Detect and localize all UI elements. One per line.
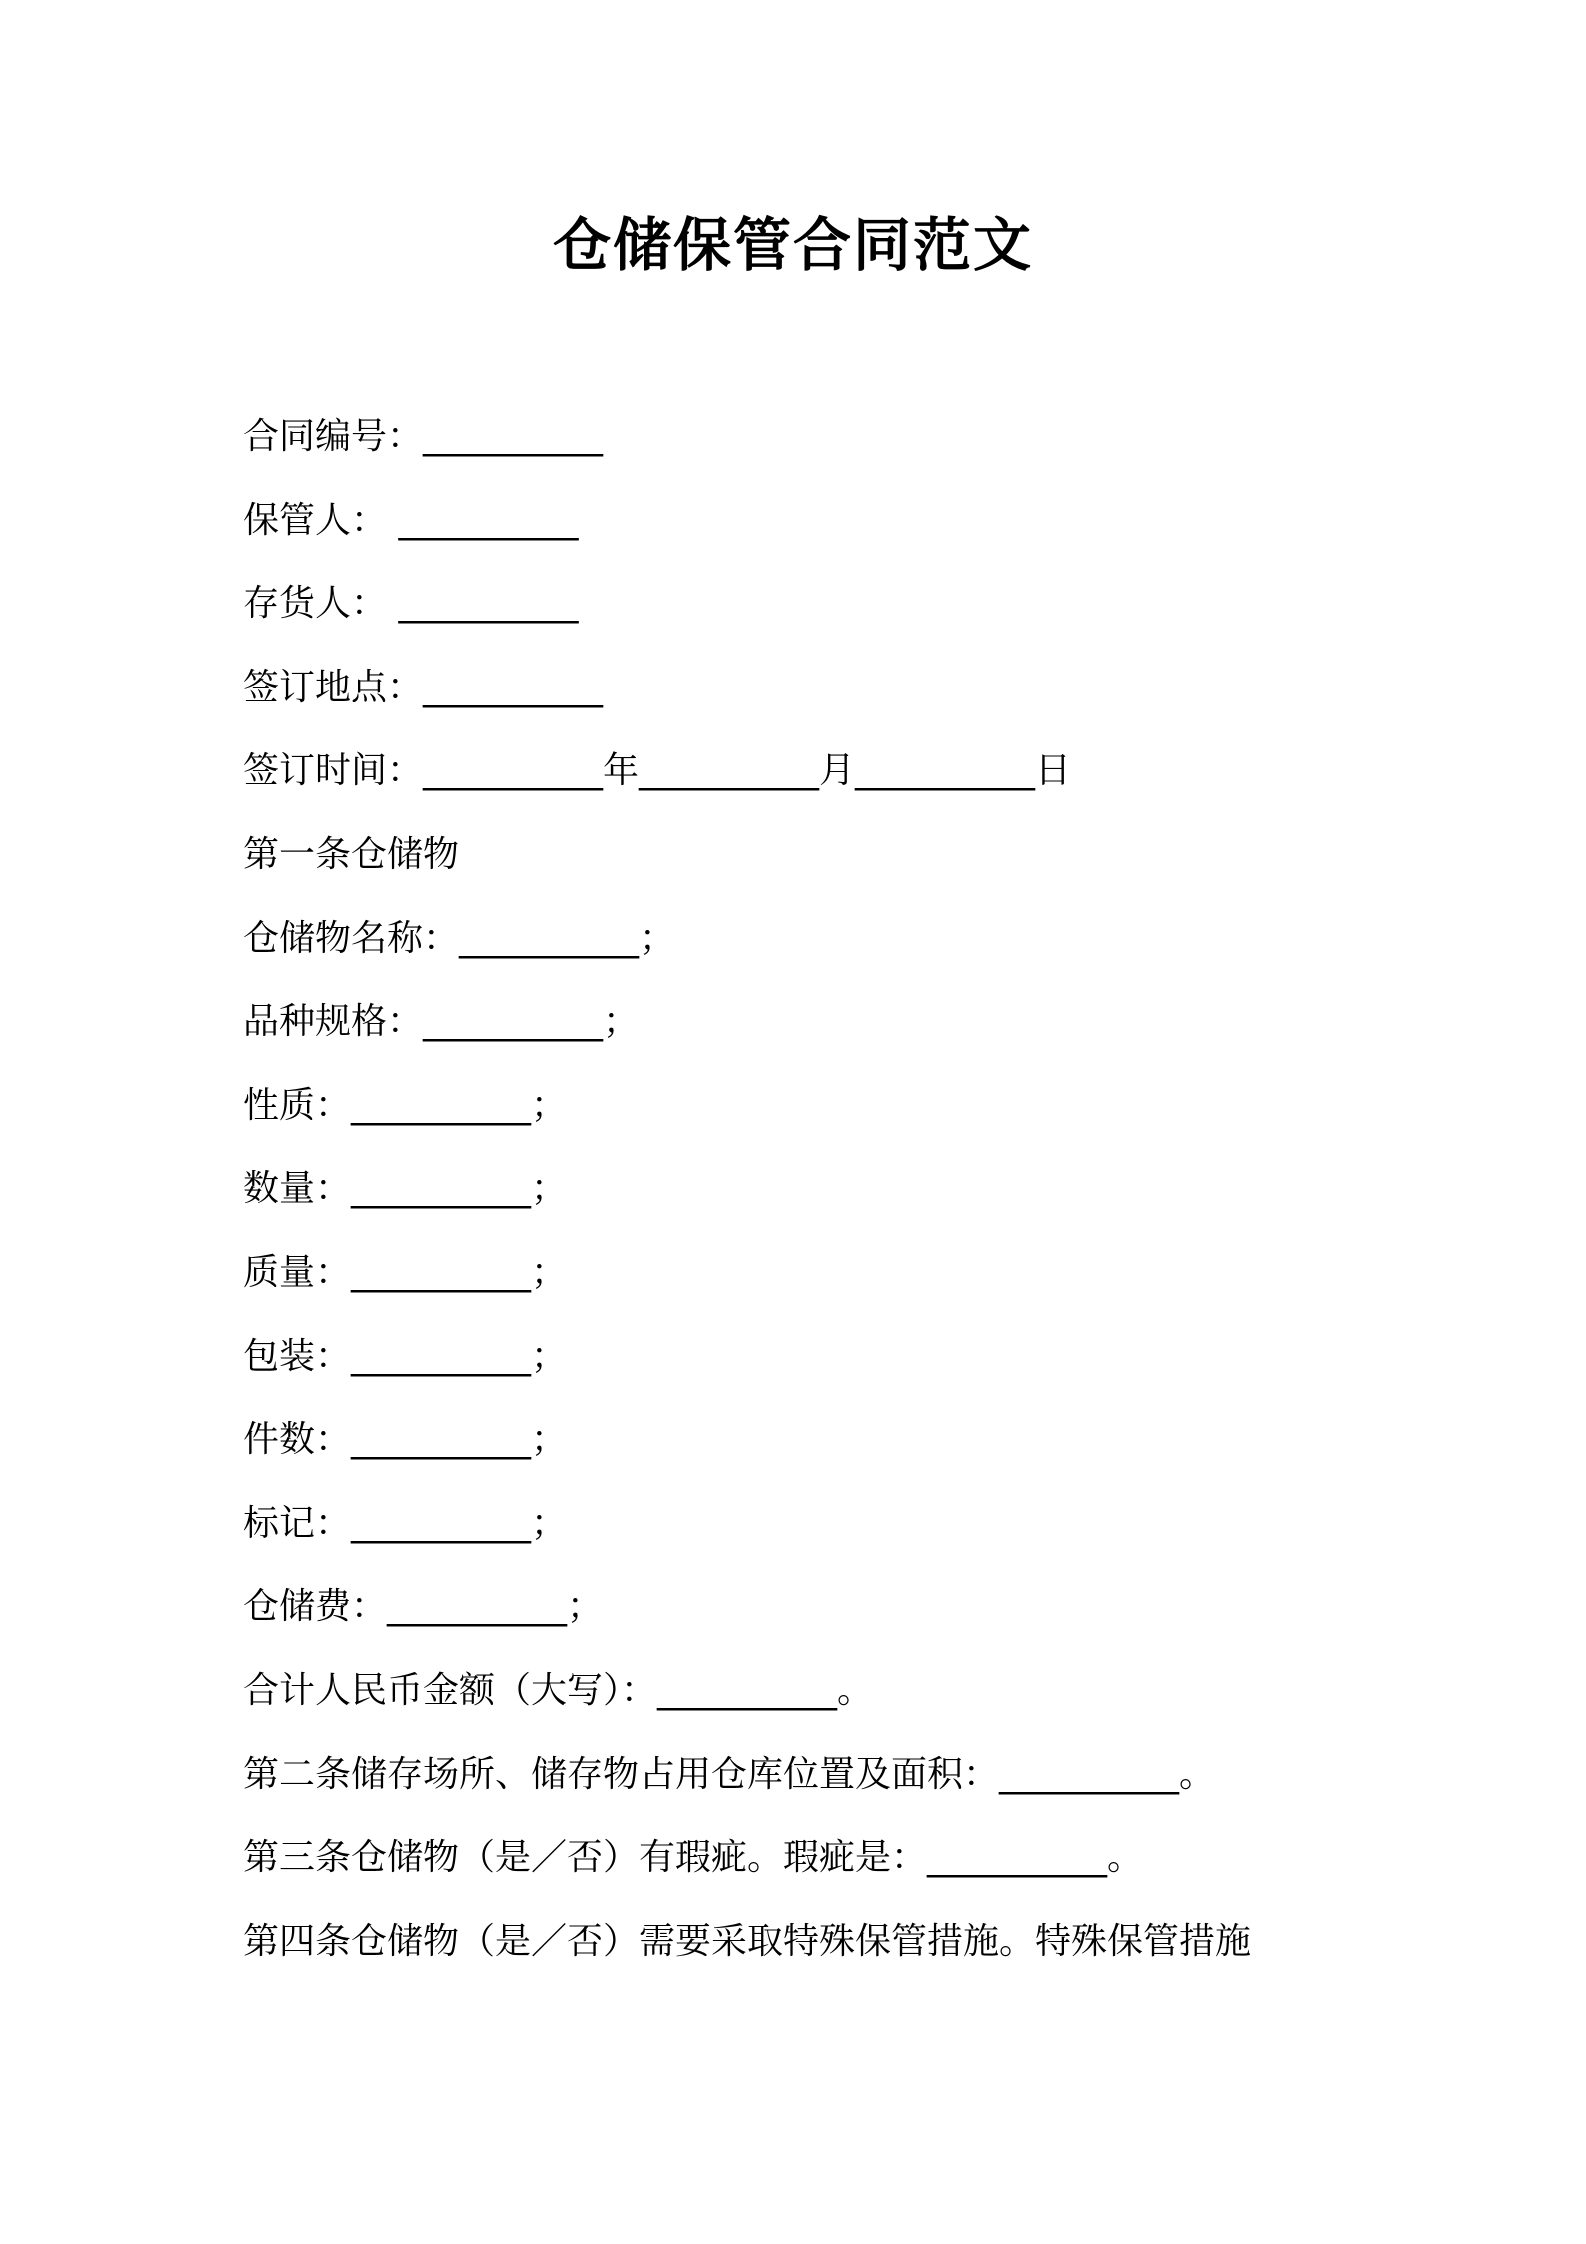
- storage-fee-line: 仓储费：__________；: [243, 1586, 604, 1628]
- custodian-line: 保管人： __________: [243, 499, 579, 541]
- depositor-line: 存货人： __________: [243, 583, 579, 625]
- quantity-line: 数量：__________；: [243, 1168, 568, 1210]
- document-body: [243, 402, 1383, 1990]
- signing-place-line: 签订地点：__________: [243, 666, 604, 708]
- article-1-heading: 第一条仓储物: [243, 833, 460, 875]
- contract-number-line: 合同编号：__________: [243, 416, 604, 457]
- total-amount-line: 合计人民币金额（大写）：__________。: [243, 1669, 874, 1711]
- piece-count-line: 件数：__________；: [243, 1419, 568, 1461]
- document-title: 仓储保管合同范文: [552, 211, 1033, 279]
- nature-line: 性质：__________；: [243, 1084, 568, 1126]
- article-4-line: 第四条仓储物（是／否）需要采取特殊保管措施。特殊保管措施: [243, 1920, 1252, 1962]
- goods-name-line: 仓储物名称：__________；: [243, 917, 676, 959]
- marking-line: 标记：__________；: [243, 1502, 568, 1544]
- quality-line: 质量：__________；: [243, 1251, 568, 1293]
- signing-date-line: 签订时间：__________年__________月__________日: [243, 750, 1072, 792]
- article-2-line: 第二条储存场所、储存物占用仓库位置及面积：__________。: [243, 1753, 1216, 1795]
- variety-spec-line: 品种规格：__________；: [243, 1001, 640, 1043]
- packaging-line: 包装：__________；: [243, 1335, 568, 1377]
- article-3-line: 第三条仓储物（是／否）有瑕疵。瑕疵是：__________。: [243, 1837, 1144, 1879]
